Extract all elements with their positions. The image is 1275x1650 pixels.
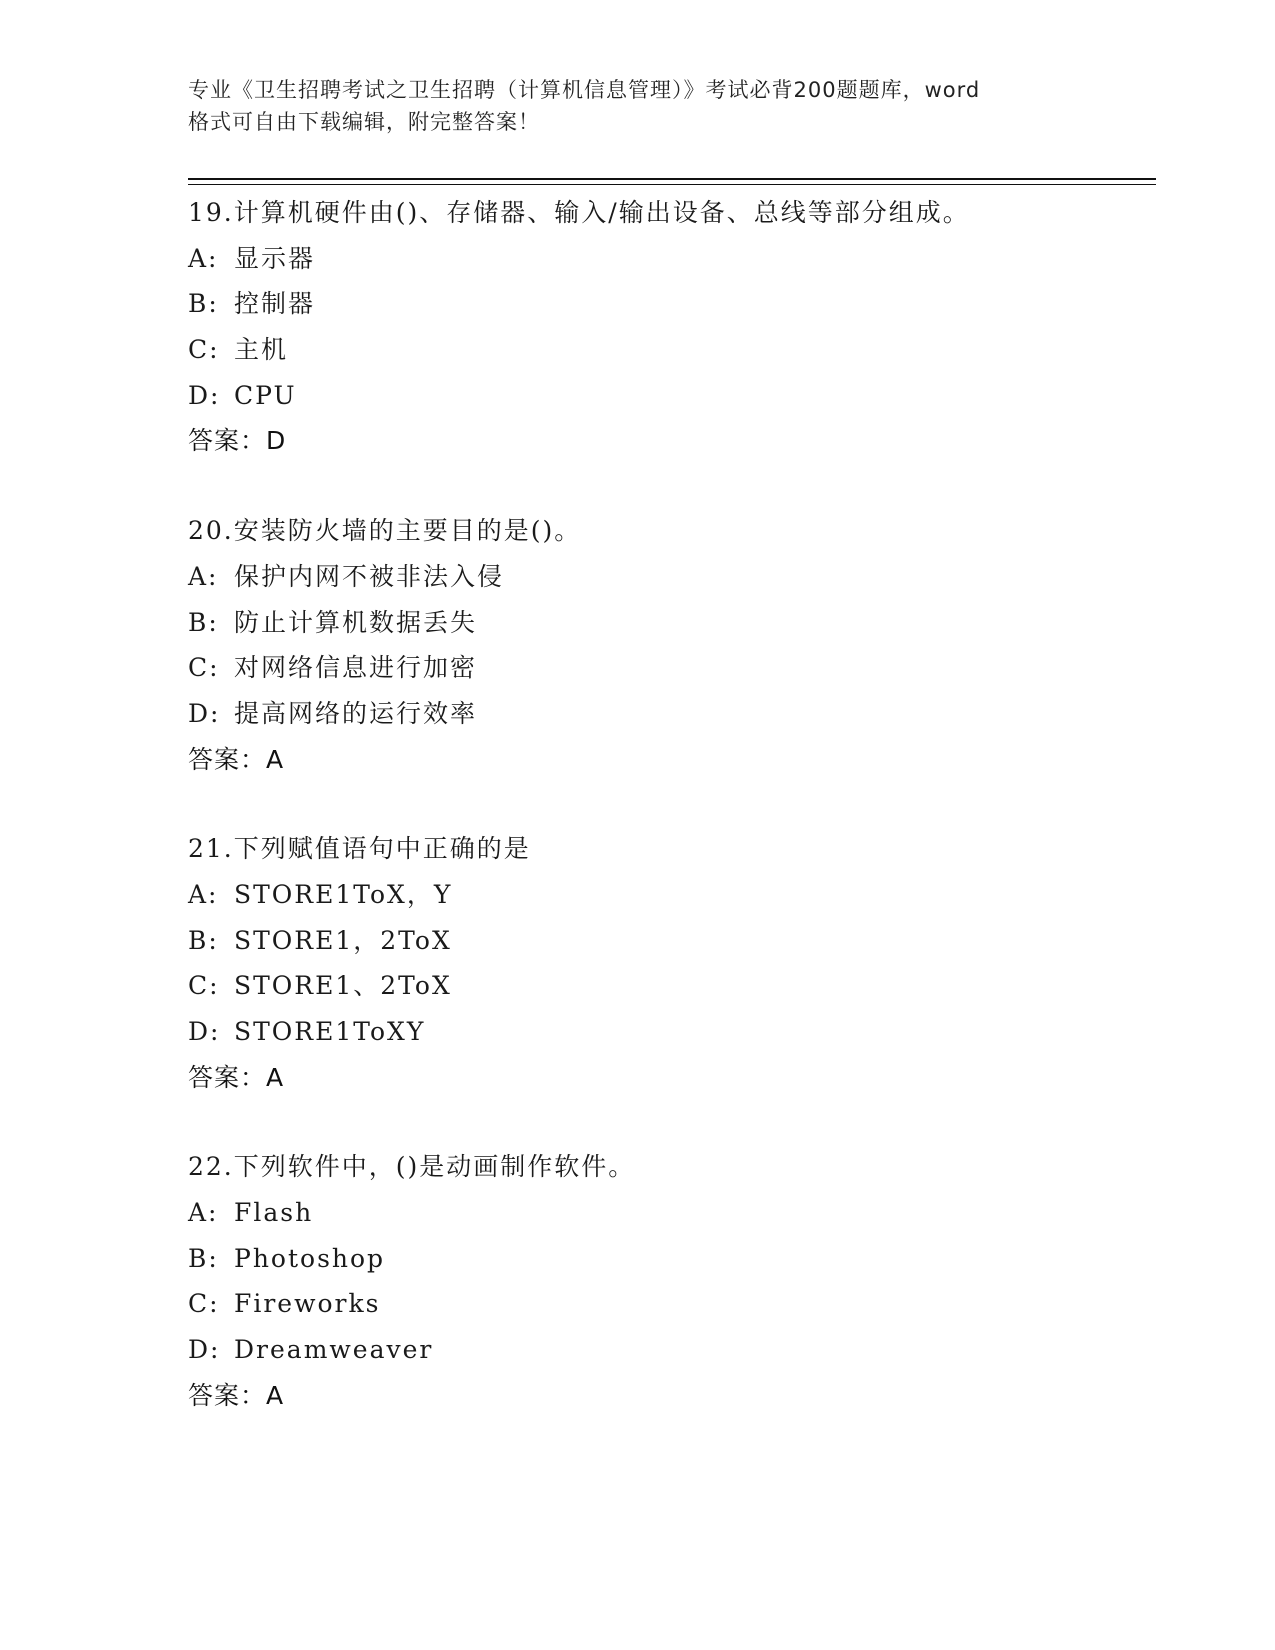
option-text: Dreamweaver [234,1335,434,1365]
option-letter: B: [188,607,219,637]
option-letter: A: [188,561,219,591]
option-letter: B: [188,925,219,955]
option-c [188,327,1148,373]
option-text: STORE1，2ToX [234,925,452,955]
answer-line: 答案：A [188,1380,285,1410]
option-b [188,281,1148,327]
option-text: 对网络信息进行加密 [234,653,478,683]
question-stem: 20.安装防火墙的主要目的是()。 [188,516,582,546]
option-c [188,645,1148,691]
option-letter: A: [188,1198,219,1228]
option-text: 提高网络的运行效率 [234,698,478,728]
header-divider-thin [188,184,1156,185]
document-header [188,74,1088,138]
option-c [188,1281,1148,1327]
option-text: Photoshop [234,1243,386,1273]
question-item-22 [188,1144,1148,1418]
option-b [188,918,1148,964]
option-text: 控制器 [234,289,316,319]
question-stem: 22.下列软件中，()是动画制作软件。 [188,1152,636,1182]
option-text: 防止计算机数据丢失 [234,607,478,637]
option-letter: B: [188,1243,219,1273]
option-text: STORE1ToXY [234,1017,426,1046]
option-d [188,1009,1148,1055]
question-stem: 21.下列赋值语句中正确的是 [188,834,531,864]
option-text: Fireworks [234,1289,381,1319]
option-text: CPU [234,380,297,410]
answer-line: 答案：A [188,744,285,774]
option-text: STORE1ToX，Y [234,879,453,909]
option-letter: A: [188,243,219,273]
header-line-2: 格式可自由下载编辑，附完整答案！ [188,110,540,134]
option-a [188,872,1148,918]
option-letter: D: [188,1335,221,1365]
option-letter: C: [188,335,220,365]
option-a [188,554,1148,600]
option-b [188,1236,1148,1282]
answer-line: 答案：D [188,426,287,456]
option-a [188,1190,1148,1236]
question-stem: 19.计算机硬件由()、存储器、输入/输出设备、总线等部分组成。 [188,198,970,227]
option-text: 主机 [234,335,289,365]
question-item-20 [188,508,1148,782]
option-letter: A: [188,879,219,909]
option-c [188,963,1148,1009]
option-a [188,236,1148,282]
option-text: STORE1、2ToX [234,971,452,1001]
option-d [188,373,1148,419]
question-item-19 [188,190,1148,464]
option-letter: C: [188,971,220,1001]
option-text: 保护内网不被非法入侵 [234,561,505,591]
option-letter: D: [188,380,221,410]
option-d [188,691,1148,737]
option-letter: B: [188,289,219,319]
option-text: Flash [234,1198,314,1228]
option-b [188,600,1148,646]
header-line-1: 专业《卫生招聘考试之卫生招聘（计算机信息管理）》考试必背200题题库，word [188,78,981,102]
option-letter: D: [188,1017,221,1046]
option-text: 显示器 [234,243,316,273]
option-letter: D: [188,698,221,728]
option-letter: C: [188,653,220,683]
answer-line: 答案：A [188,1062,285,1092]
question-item-21 [188,826,1148,1100]
option-letter: C: [188,1289,220,1319]
question-list [188,190,1148,1463]
option-d [188,1327,1148,1373]
header-divider-thick [188,178,1156,180]
